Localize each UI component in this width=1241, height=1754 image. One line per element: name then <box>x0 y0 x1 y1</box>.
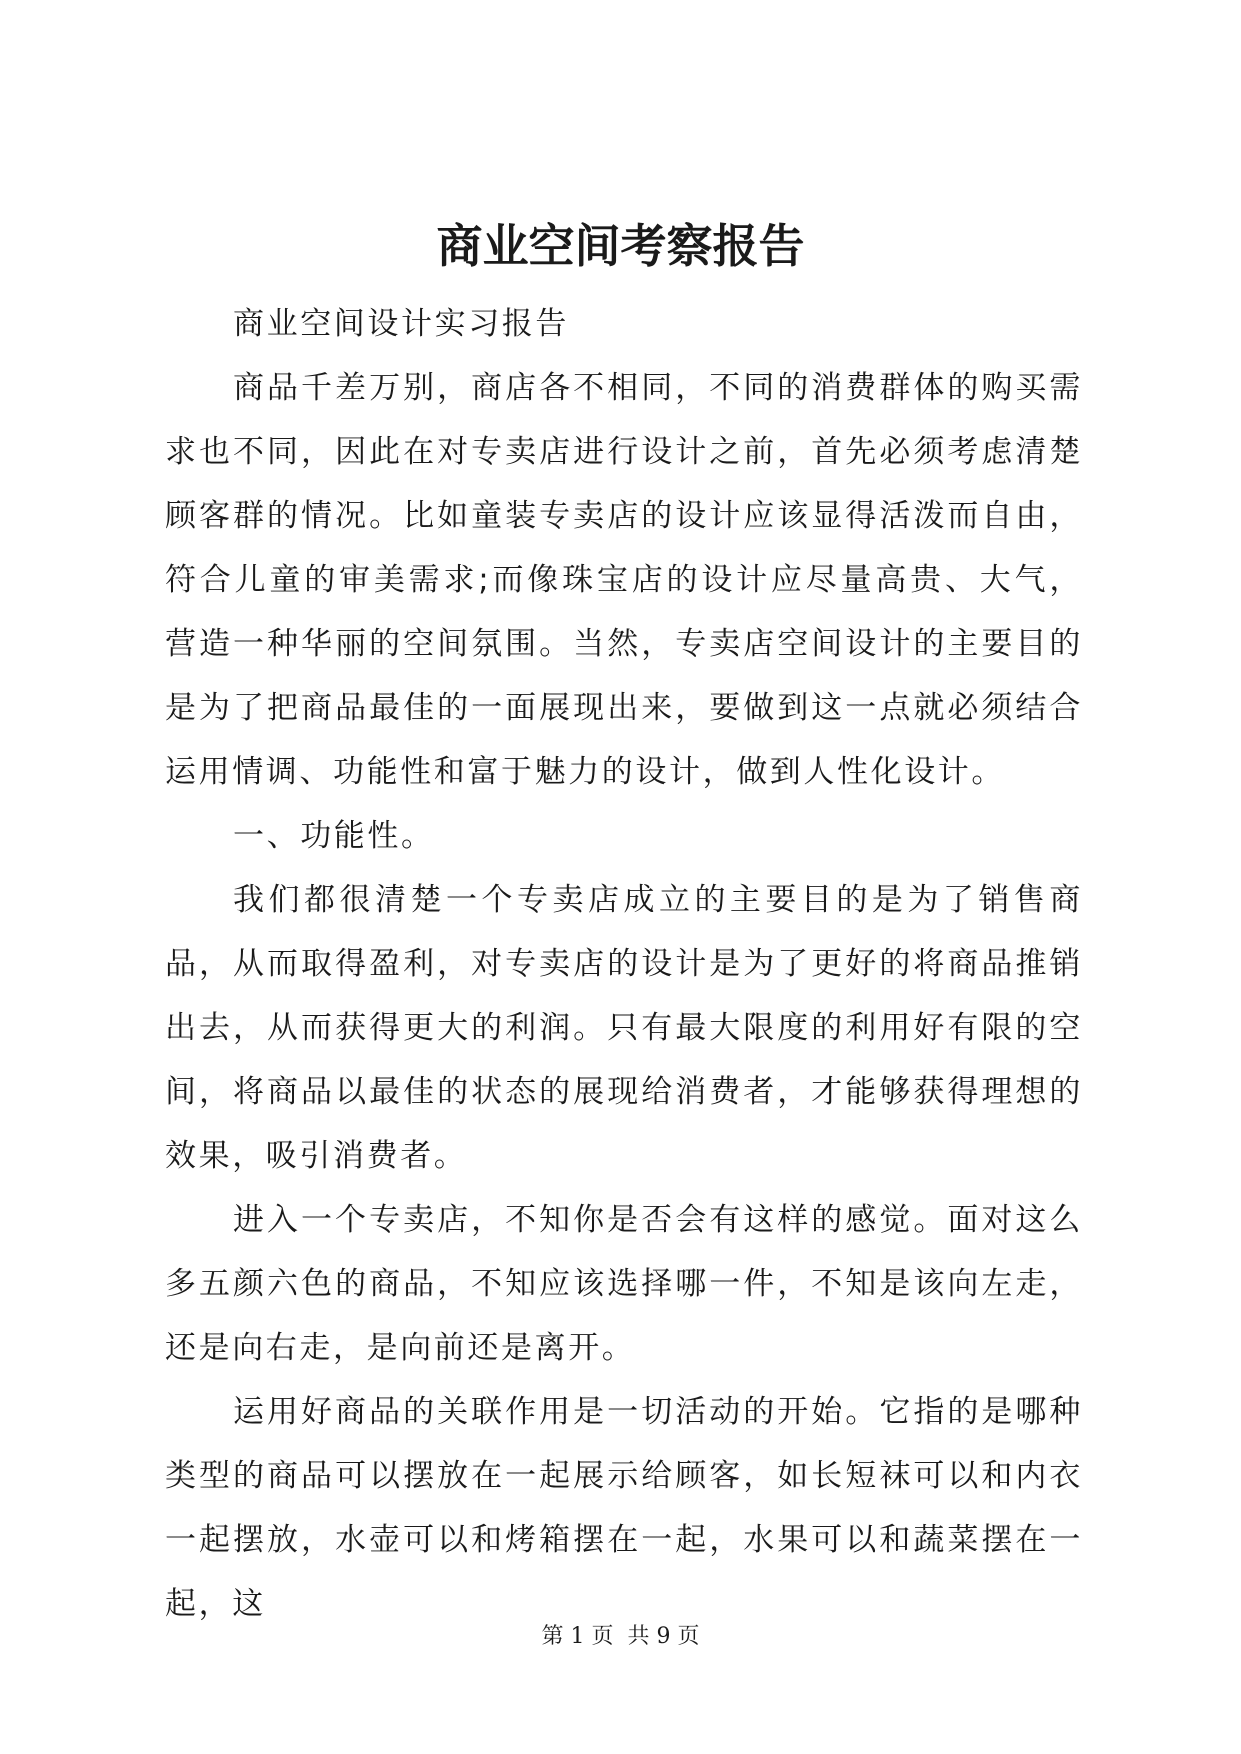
paragraph-intro: 商品千差万别，商店各不相同，不同的消费群体的购买需求也不同，因此在对专卖店进行设计之前，首先必须考虑清楚顾客群的情况。比如童装专卖店的设计应该显得活泼而自由，符合儿童的审美需求;而像珠宝店的设计应尽量高贵、大气，营造一种华丽的空间氛围。当然，专卖店空间设计的主要目的是为了把商品最佳的一面展现出来，要做到这一点就必须结合运用情调、功能性和富于魅力的设计，做到人性化设计。 <box>165 370 1083 790</box>
paragraph-subtitle: 商业空间设计实习报告 <box>233 306 569 342</box>
document-title: 商业空间考察报告 <box>436 219 805 273</box>
page-total: 共 9 页 <box>627 1624 700 1649</box>
paragraph-product-association: 运用好商品的关联作用是一切活动的开始。它指的是哪种类型的商品可以摆放在一起展示给顾客，如长短袜可以和内衣一起摆放，水壶可以和烤箱摆在一起，水果可以和蔬菜摆在一起，这 <box>165 1394 1083 1622</box>
page-number: 第 1 页 <box>541 1624 614 1649</box>
paragraph-functionality: 我们都很清楚一个专卖店成立的主要目的是为了销售商品，从而取得盈利，对专卖店的设计是为了更好的将商品推销出去，从而获得更大的利润。只有最大限度的利用好有限的空间，将商品以最佳的状态的展现给消费者，才能够获得理想的效果，吸引消费者。 <box>165 882 1083 1174</box>
section-heading-functionality: 一、功能性。 <box>233 818 435 854</box>
paragraph-entering-store: 进入一个专卖店，不知你是否会有这样的感觉。面对这么多五颜六色的商品，不知应该选择哪一件，不知是该向左走，还是向右走，是向前还是离开。 <box>165 1202 1083 1366</box>
page-footer <box>0 1622 1241 1652</box>
document-body <box>165 292 1083 1636</box>
